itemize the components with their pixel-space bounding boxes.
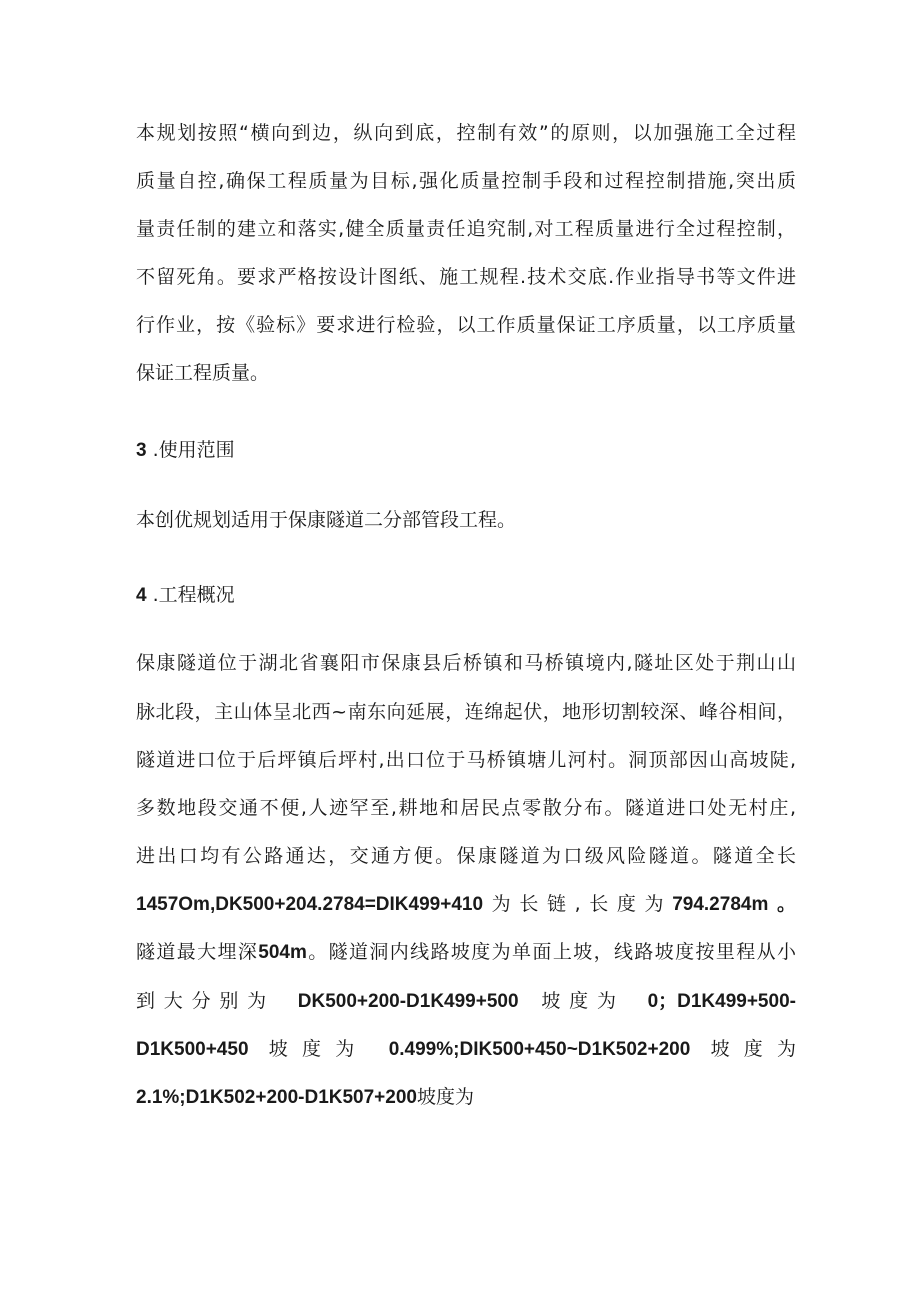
overview-line-7-text-b: 。隧道洞内线路坡度为单面上坡，线路坡度按里程从小	[306, 941, 796, 963]
long-chain-length: 794.2784m。	[672, 894, 796, 915]
overview-line-4: 多数地段交通不便,人迹罕至,耕地和居民点零散分布。隧道进口处无村庄,	[136, 797, 796, 819]
grade-value-3: 2.1%;D1K502+200-D1K507+200	[136, 1087, 417, 1108]
intro-line-3: 量责任制的建立和落实,健全质量责任追究制,对工程质量进行全过程控制，	[136, 218, 796, 240]
section-4-number: 4	[136, 585, 147, 606]
overview-line-3: 隧道进口位于后坪镇后坪村,出口位于马桥镇塘儿河村。洞顶部因山高坡陡,	[136, 749, 796, 771]
section-4-title: .工程概况	[152, 584, 235, 606]
overview-line-6	[136, 893, 796, 916]
max-burial-depth: 504m	[258, 942, 307, 963]
intro-line-2: 质量自控,确保工程质量为目标,强化质量控制手段和过程控制措施,突出质	[136, 170, 796, 192]
overview-line-6-text: 为长链,长度为	[483, 893, 673, 915]
intro-line-1: 本规划按照“横向到边，纵向到底，控制有效”的原则，以加强施工全过程	[136, 122, 796, 144]
section-3-title: .使用范围	[152, 439, 235, 461]
overview-line-9	[136, 1038, 796, 1061]
overview-line-10	[136, 1086, 796, 1109]
section-3-heading	[136, 439, 796, 462]
intro-line-5: 行作业，按《验标》要求进行检验，以工作质量保证工序质量，以工序质量	[136, 314, 796, 336]
overview-line-9-text-a: 坡度为	[268, 1038, 369, 1060]
section-4-heading	[136, 584, 796, 607]
overview-line-8	[136, 990, 796, 1013]
tunnel-length-figure: 1457Om,DK500+204.2784=DIK499+410	[136, 894, 484, 915]
section-3-number: 3	[136, 440, 147, 461]
grade-segment-1: DK500+200-D1K499+500	[297, 991, 519, 1012]
intro-line-4: 不留死角。要求严格按设计图纸、施工规程.技术交底.作业指导书等文件进	[136, 266, 796, 288]
overview-line-1: 保康隧道位于湖北省襄阳市保康县后桥镇和马桥镇境内,隧址区处于荆山山	[136, 652, 796, 674]
overview-line-7-text-a: 隧道最大埋深	[136, 941, 259, 963]
overview-line-5: 进出口均有公路通达，交通方便。保康隧道为口级风险隧道。隧道全长	[136, 845, 796, 867]
grade-value-1: 0；D1K499+500-	[647, 991, 796, 1012]
grade-segment-2-start: D1K500+450	[136, 1039, 249, 1060]
overview-line-2: 脉北段，主山体呈北西~南东向延展，连绵起伏，地形切割较深、峰谷相间，	[136, 701, 796, 723]
overview-line-9-text-b: 坡度为	[710, 1038, 796, 1060]
grade-value-2: 0.499%;DIK500+450~D1K502+200	[388, 1039, 691, 1060]
overview-line-7	[136, 941, 796, 964]
overview-line-10-text: 坡度为	[416, 1086, 474, 1108]
overview-line-8-text-a: 到大分别为	[136, 990, 275, 1012]
section-3-body: 本创优规划适用于保康隧道二分部管段工程。	[136, 509, 517, 531]
intro-line-6: 保证工程质量。	[136, 362, 270, 384]
overview-line-8-text-b: 坡度为	[541, 990, 625, 1012]
